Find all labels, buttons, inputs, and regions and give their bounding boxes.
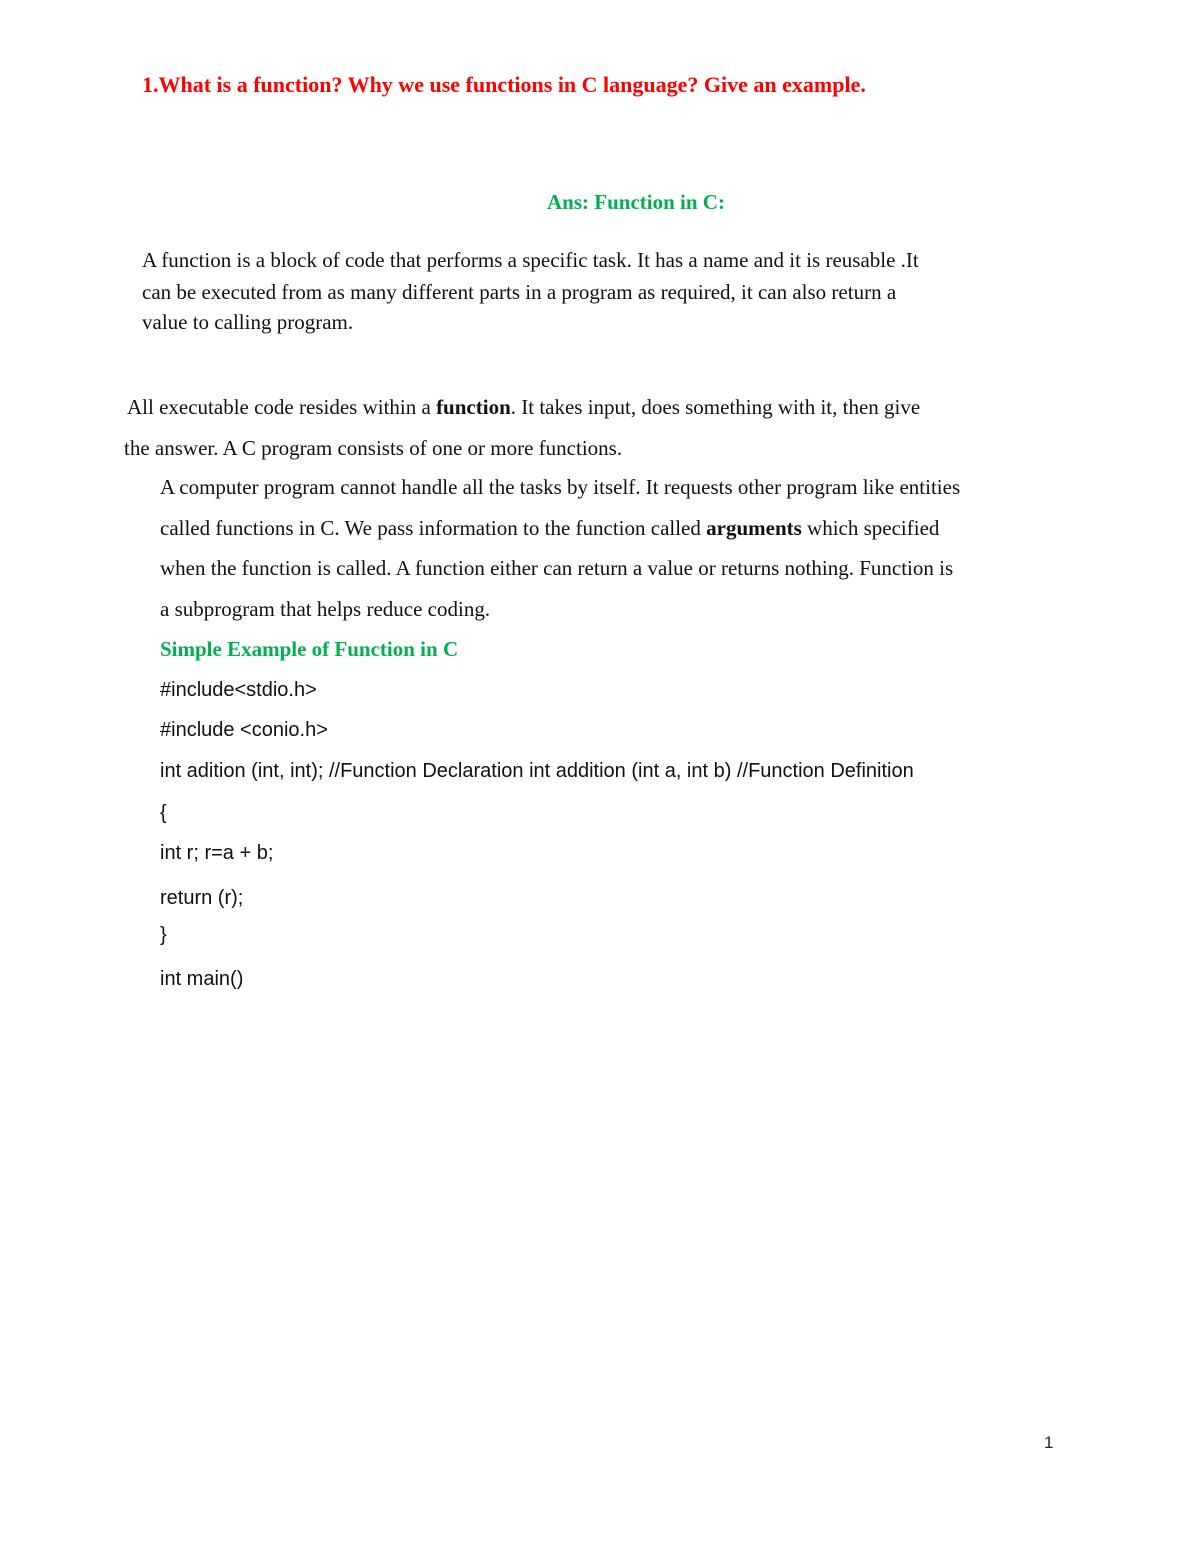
code-line-3: int adition (int, int); //Function Declaration int addition (int a, int b) //Function Definition bbox=[160, 760, 914, 782]
paragraph-3-line-2-suffix: which specified bbox=[801, 516, 940, 540]
paragraph-2-bold-term: function bbox=[436, 395, 511, 419]
code-line-6: return (r); bbox=[160, 887, 244, 909]
paragraph-3-line-2-prefix: called functions in C. We pass information to the function called bbox=[160, 516, 707, 540]
paragraph-2-line-1 bbox=[127, 394, 920, 420]
question-title: 1.What is a function? Why we use functions in C language? Give an example. bbox=[142, 72, 866, 97]
definition-line-3: value to calling program. bbox=[142, 310, 354, 334]
paragraph-2-line-1-suffix: . It takes input, does something with it, then give bbox=[510, 395, 921, 419]
code-line-8: int main() bbox=[160, 968, 244, 990]
definition-line-1: A function is a block of code that performs a specific task. It has a name and it is reusable .It bbox=[142, 248, 919, 272]
code-line-7: } bbox=[160, 924, 167, 946]
code-line-2: #include <conio.h> bbox=[160, 719, 328, 741]
paragraph-3-line-3: when the function is called. A function either can return a value or returns nothing. Function is bbox=[160, 556, 954, 580]
example-heading: Simple Example of Function in C bbox=[160, 637, 459, 661]
code-line-5: int r; r=a + b; bbox=[160, 842, 274, 864]
code-line-1: #include<stdio.h> bbox=[160, 679, 317, 701]
page-number: 1 bbox=[1044, 1433, 1054, 1452]
paragraph-2-line-2: the answer. A C program consists of one or more functions. bbox=[124, 436, 623, 460]
paragraph-3-bold-term: arguments bbox=[706, 516, 802, 540]
paragraph-2-line-1-prefix: All executable code resides within a bbox=[127, 395, 437, 419]
paragraph-3-line-1: A computer program cannot handle all the tasks by itself. It requests other program like entities bbox=[160, 475, 961, 499]
definition-line-2: can be executed from as many different parts in a program as required, it can also return a bbox=[142, 280, 897, 304]
code-line-4: { bbox=[160, 802, 167, 824]
paragraph-3-line-4: a subprogram that helps reduce coding. bbox=[160, 597, 491, 621]
answer-heading: Ans: Function in C: bbox=[547, 190, 725, 214]
paragraph-3-line-2 bbox=[160, 515, 939, 541]
